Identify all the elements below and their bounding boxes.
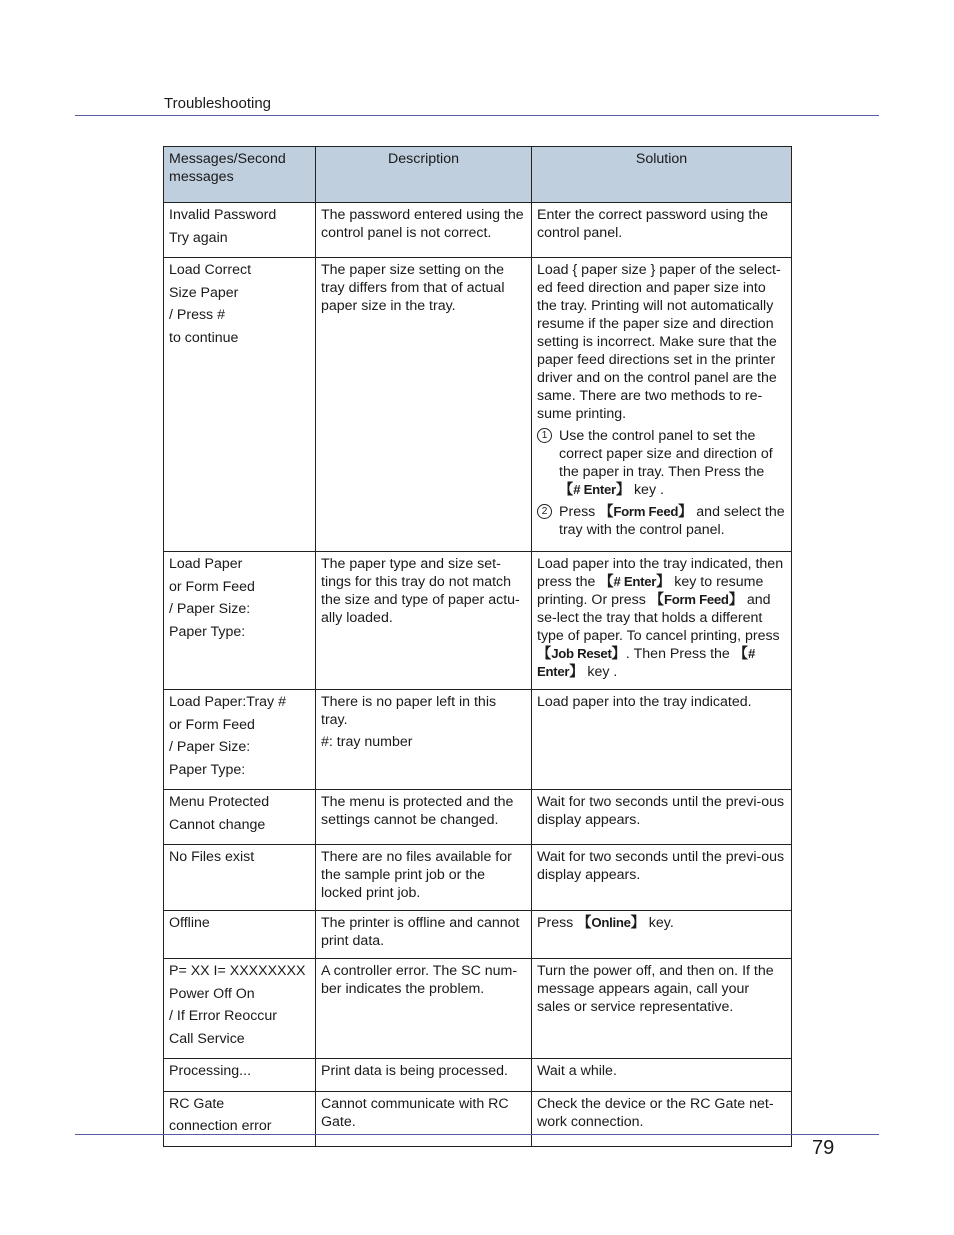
solution-cell: Check the device or the RC Gate net-work connection. xyxy=(532,1091,792,1146)
key-bracket-open: 【 xyxy=(577,915,592,931)
description-cell: A controller error. The SC num-ber indicates the problem. xyxy=(316,959,532,1059)
key-label: # Enter xyxy=(537,646,756,679)
message-line: Cannot change xyxy=(169,816,266,833)
step-text: key . xyxy=(630,482,664,498)
column-header-solution: Solution xyxy=(532,147,792,203)
message-line: Call Service xyxy=(169,1030,245,1047)
description-cell: The paper size setting on the tray differs from that of actual paper size in the tray. xyxy=(316,258,532,552)
message-line: Processing... xyxy=(169,1063,252,1079)
message-cell xyxy=(164,690,316,790)
solution-text: and se-lect the tray that holds a different type of paper. To cancel printing, press xyxy=(537,592,780,644)
key-bracket-close: 】 xyxy=(728,592,743,608)
key-bracket-open: 【 xyxy=(649,592,664,608)
solution-text: Press xyxy=(537,915,578,931)
message-line: RC Gate xyxy=(169,1095,225,1112)
header-rule xyxy=(75,115,879,116)
key-label: # Enter xyxy=(573,482,616,497)
key-bracket-close: 】 xyxy=(630,915,645,931)
solution-cell: Wait for two seconds until the previ-ous display appears. xyxy=(532,845,792,911)
table-row xyxy=(164,790,792,845)
message-line: No Files exist xyxy=(169,849,255,865)
key-bracket-open: 【 xyxy=(537,646,552,662)
solution-cell xyxy=(532,911,792,959)
table-row xyxy=(164,1091,792,1146)
message-cell xyxy=(164,203,316,258)
description-line: #: tray number xyxy=(321,734,413,750)
solution-text: Load paper into the tray indicated, then press the xyxy=(537,556,784,590)
running-header: Troubleshooting xyxy=(164,95,272,112)
key-label: Form Feed xyxy=(663,592,729,607)
solution-step xyxy=(537,427,786,499)
message-line: Paper Type: xyxy=(169,623,246,640)
solution-text: . Then Press the xyxy=(625,646,734,662)
message-line: / Press # xyxy=(169,307,225,323)
description-cell: The printer is offline and cannot print data. xyxy=(316,911,532,959)
message-line: Paper Type: xyxy=(169,761,246,778)
solution-cell xyxy=(532,552,792,690)
message-line: Try again xyxy=(169,229,228,246)
key-bracket-close: 】 xyxy=(569,664,584,680)
message-line: Load Paper xyxy=(169,556,243,572)
table-row xyxy=(164,258,792,552)
description-cell: Cannot communicate with RC Gate. xyxy=(316,1091,532,1146)
message-cell xyxy=(164,911,316,959)
solution-cell: Enter the correct password using the control panel. xyxy=(532,203,792,258)
description-cell: Print data is being processed. xyxy=(316,1059,532,1092)
description-cell xyxy=(316,690,532,790)
key-label: Job Reset xyxy=(551,646,612,661)
message-line: Load Paper:Tray # xyxy=(169,694,286,710)
solution-cell: Wait for two seconds until the previ-ous display appears. xyxy=(532,790,792,845)
message-line: / If Error Reoccur xyxy=(169,1008,278,1024)
solution-cell xyxy=(532,258,792,552)
step-text: Use the control panel to set the correct paper size and direction of the paper in tray. Then Press the xyxy=(559,428,773,480)
key-bracket-open: 【 xyxy=(599,574,614,590)
message-line: Load Correct xyxy=(169,262,252,278)
description-cell: The paper type and size set-tings for this tray do not match the size and type of paper actu-ally loaded. xyxy=(316,552,532,690)
solution-text: key . xyxy=(583,664,618,680)
message-line: Size Paper xyxy=(169,284,239,301)
message-line: or Form Feed xyxy=(169,578,255,595)
key-bracket-close: 】 xyxy=(678,504,693,520)
description-cell: The password entered using the control panel is not correct. xyxy=(316,203,532,258)
solution-text: key to resume printing. Or press xyxy=(537,574,764,608)
message-line: to continue xyxy=(169,329,239,346)
table-row xyxy=(164,845,792,911)
solution-cell: Wait a while. xyxy=(532,1059,792,1092)
table-header-row xyxy=(164,147,792,203)
key-bracket-open: 【 xyxy=(559,482,574,498)
message-cell xyxy=(164,1059,316,1092)
message-line: / Paper Size: xyxy=(169,601,251,617)
key-label: Form Feed xyxy=(613,504,679,519)
message-line: connection error xyxy=(169,1118,272,1134)
solution-step xyxy=(537,503,786,539)
table-row xyxy=(164,552,792,690)
solution-intro: Load { paper size } paper of the select-ed feed direction and paper size into the tray. Printing will not automatically resume if the paper size and direction setting is incorrect. Make sure that the paper feed directions set in the printer driver and on the control panel are the same. There are two methods to re-sume printing. xyxy=(537,262,781,422)
message-cell xyxy=(164,258,316,552)
description-cell: The menu is protected and the settings cannot be changed. xyxy=(316,790,532,845)
message-cell xyxy=(164,1091,316,1146)
step-text: and select the tray with the control panel. xyxy=(559,504,785,538)
message-cell xyxy=(164,790,316,845)
footer-rule xyxy=(75,1134,879,1135)
message-line: P= XX I= XXXXXXXX xyxy=(169,963,306,979)
solution-cell: Load paper into the tray indicated. xyxy=(532,690,792,790)
message-line: Invalid Password xyxy=(169,207,277,223)
step-number-icon: 1 xyxy=(537,428,552,443)
message-line: Offline xyxy=(169,915,210,931)
table-row xyxy=(164,911,792,959)
key-bracket-open: 【 xyxy=(733,646,748,662)
solution-text: key. xyxy=(644,915,674,931)
key-label: # Enter xyxy=(613,574,657,589)
description-line: There is no paper left in this tray. xyxy=(321,694,497,728)
key-label: Online xyxy=(591,915,631,930)
message-line: Power Off On xyxy=(169,985,255,1002)
table-row xyxy=(164,959,792,1059)
column-header-description: Description xyxy=(316,147,532,203)
step-text: Press xyxy=(559,504,600,520)
message-line: / Paper Size: xyxy=(169,739,251,755)
message-line: Menu Protected xyxy=(169,794,270,810)
solution-cell: Turn the power off, and then on. If the message appears again, call your sales or service representative. xyxy=(532,959,792,1059)
table-row xyxy=(164,1059,792,1092)
key-bracket-close: 】 xyxy=(656,574,671,590)
description-cell: There are no files available for the sample print job or the locked print job. xyxy=(316,845,532,911)
table-row xyxy=(164,203,792,258)
column-header-messages: Messages/Second messages xyxy=(164,147,316,203)
messages-table xyxy=(163,146,792,1147)
key-bracket-open: 【 xyxy=(599,504,614,520)
key-bracket-close: 】 xyxy=(615,482,631,498)
key-bracket-close: 】 xyxy=(611,646,626,662)
table-row xyxy=(164,690,792,790)
message-line: or Form Feed xyxy=(169,716,255,733)
page-number: 79 xyxy=(812,1137,835,1159)
step-number-icon: 2 xyxy=(537,504,552,519)
message-cell xyxy=(164,552,316,690)
message-cell xyxy=(164,845,316,911)
message-cell xyxy=(164,959,316,1059)
solution-steps xyxy=(537,427,786,539)
